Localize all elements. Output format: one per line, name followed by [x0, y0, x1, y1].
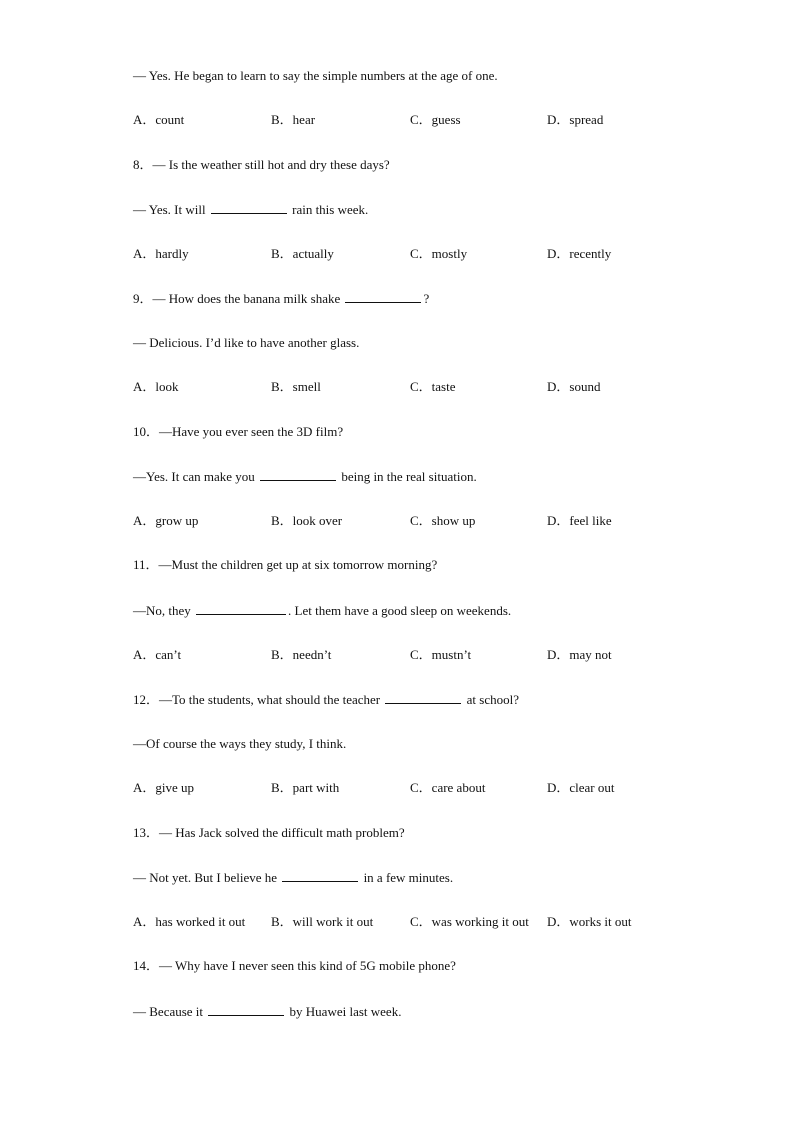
- q8-answer-before: — Yes. It will: [133, 202, 209, 217]
- q13-option-d: D．works it out: [547, 914, 632, 929]
- q10-answer: [133, 468, 477, 485]
- q7-option-a: A．count: [133, 112, 185, 127]
- question-blank: [345, 290, 421, 303]
- q9-option-b: B．smell: [271, 379, 321, 394]
- answer-blank: [196, 602, 286, 615]
- q13-answer-after: in a few minutes.: [360, 870, 454, 885]
- q8-option-c: C．mostly: [410, 246, 468, 261]
- q14-question: 14．— Why have I never seen this kind of 5G mobile phone?: [133, 958, 456, 973]
- q11-option-b: B．needn’t: [271, 647, 332, 662]
- q12-answer: —Of course the ways they study, I think.: [133, 736, 347, 751]
- q7-option-c: C．guess: [410, 112, 461, 127]
- q9-question-after: ?: [423, 291, 430, 306]
- q9-answer: — Delicious. I’d like to have another glass.: [133, 335, 360, 350]
- q13-option-a: A．has worked it out: [133, 914, 246, 929]
- q8-answer: [133, 201, 368, 218]
- q8-option-d: D．recently: [547, 246, 612, 261]
- q11-option-c: C．mustn’t: [410, 647, 472, 662]
- q12-options: [133, 780, 693, 796]
- q7-option-d: D．spread: [547, 112, 604, 127]
- q8-option-a: A．hardly: [133, 246, 189, 261]
- q9-options: [133, 379, 693, 395]
- q7-options: [133, 112, 693, 128]
- q14-answer-before: — Because it: [133, 1004, 207, 1019]
- q13-options: [133, 914, 693, 930]
- q10-option-b: B．look over: [271, 513, 343, 528]
- q9-option-d: D．sound: [547, 379, 601, 394]
- q12-option-c: C．care about: [410, 780, 486, 795]
- q10-option-d: D．feel like: [547, 513, 612, 528]
- q9-question: [133, 290, 429, 307]
- q9-question-before: 9．— How does the banana milk shake: [133, 291, 344, 306]
- question-blank: [385, 691, 461, 704]
- q10-option-c: C．show up: [410, 513, 476, 528]
- q13-answer-before: — Not yet. But I believe he: [133, 870, 281, 885]
- q11-answer-after: . Let them have a good sleep on weekends.: [288, 603, 512, 618]
- answer-blank: [211, 201, 287, 214]
- q10-answer-after: being in the real situation.: [338, 469, 477, 484]
- q11-answer-before: —No, they: [133, 603, 195, 618]
- q12-option-a: A．give up: [133, 780, 195, 795]
- q12-option-b: B．part with: [271, 780, 340, 795]
- q13-answer: [133, 869, 453, 886]
- q14-answer-after: by Huawei last week.: [286, 1004, 402, 1019]
- q9-option-c: C．taste: [410, 379, 456, 394]
- q8-answer-after: rain this week.: [288, 202, 369, 217]
- answer-blank: [282, 869, 358, 882]
- q10-option-a: A．grow up: [133, 513, 199, 528]
- q12-option-d: D．clear out: [547, 780, 615, 795]
- q8-question: 8．— Is the weather still hot and dry these days?: [133, 157, 390, 172]
- answer-blank: [260, 468, 336, 481]
- q11-answer: [133, 602, 511, 619]
- answer-blank: [208, 1003, 284, 1016]
- q10-options: [133, 513, 693, 529]
- q11-option-a: A．can’t: [133, 647, 182, 662]
- q10-answer-before: —Yes. It can make you: [133, 469, 259, 484]
- q11-question: 11．—Must the children get up at six tomorrow morning?: [133, 557, 438, 572]
- q7-option-b: B．hear: [271, 112, 316, 127]
- q12-question-before: 12．—To the students, what should the teacher: [133, 692, 384, 707]
- q14-answer: [133, 1003, 401, 1020]
- q13-option-b: B．will work it out: [271, 914, 374, 929]
- q13-question: 13．— Has Jack solved the difficult math problem?: [133, 825, 405, 840]
- q7-answer: — Yes. He began to learn to say the simple numbers at the age of one.: [133, 68, 498, 83]
- q8-option-b: B．actually: [271, 246, 334, 261]
- q11-options: [133, 647, 693, 663]
- q8-options: [133, 246, 693, 262]
- q13-option-c: C．was working it out: [410, 914, 529, 929]
- q10-question: 10．—Have you ever seen the 3D film?: [133, 424, 344, 439]
- q9-option-a: A．look: [133, 379, 179, 394]
- q11-option-d: D．may not: [547, 647, 612, 662]
- q12-question: [133, 691, 519, 708]
- q12-question-after: at school?: [463, 692, 519, 707]
